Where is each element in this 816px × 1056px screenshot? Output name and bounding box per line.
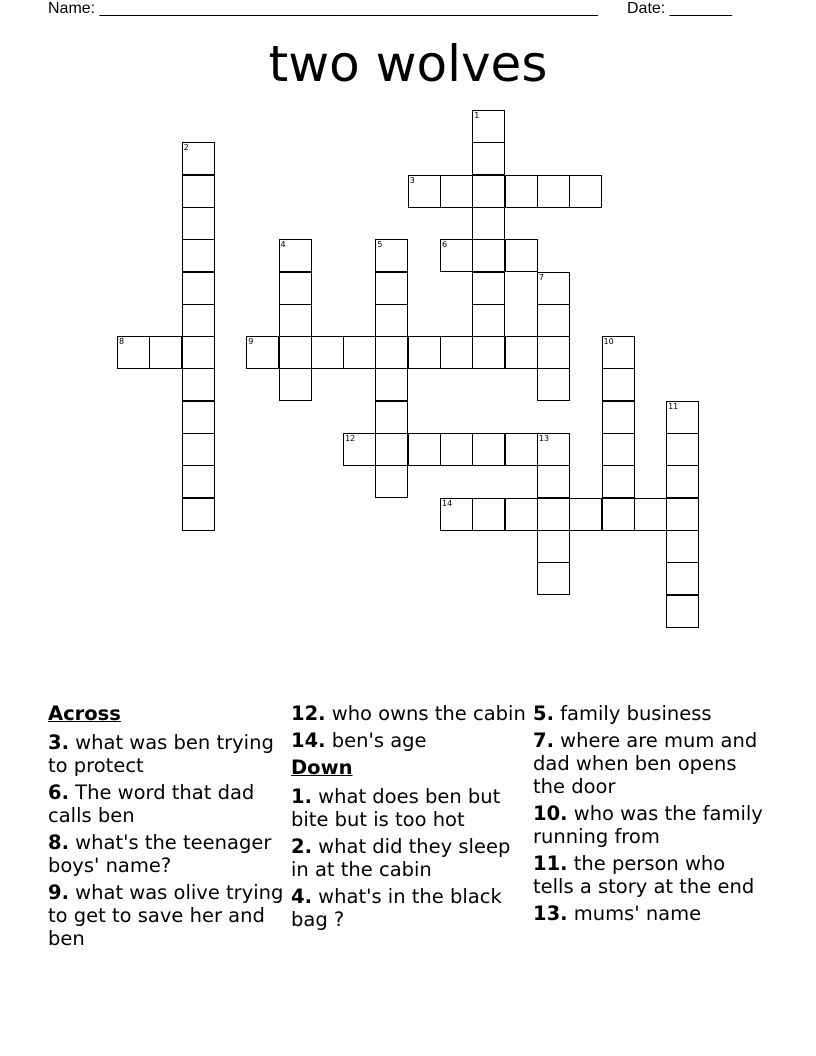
- grid-cell[interactable]: [182, 239, 215, 272]
- grid-cell[interactable]: [408, 175, 441, 208]
- clue-text: ben's age: [325, 729, 427, 752]
- grid-cell[interactable]: [375, 465, 408, 498]
- grid-cell[interactable]: [666, 433, 699, 466]
- grid-cell[interactable]: [602, 498, 635, 531]
- cell-number: 1: [474, 111, 480, 120]
- grid-cell[interactable]: [343, 433, 376, 466]
- grid-cell[interactable]: [440, 498, 473, 531]
- clue-column-1: [48, 702, 286, 954]
- grid-cell[interactable]: [602, 465, 635, 498]
- grid-cell[interactable]: [537, 498, 570, 531]
- clue-down-4: [291, 885, 529, 931]
- grid-cell[interactable]: [505, 433, 538, 466]
- grid-cell[interactable]: [182, 368, 215, 401]
- cell-number: 4: [280, 240, 286, 250]
- clue-text: who was the family running from: [533, 802, 763, 848]
- clue-text: what's the teenager boys' name?: [48, 831, 272, 877]
- name-field-label: Name: ________________________________________________________: [48, 0, 598, 17]
- clue-number: 12.: [291, 702, 326, 725]
- grid-cell[interactable]: [182, 336, 215, 369]
- grid-cell[interactable]: [505, 498, 538, 531]
- grid-cell[interactable]: [472, 433, 505, 466]
- grid-cell[interactable]: [182, 465, 215, 498]
- grid-cell[interactable]: [472, 207, 505, 240]
- clue-across-6: [48, 781, 286, 827]
- clue-number: 10.: [533, 802, 568, 825]
- grid-cell[interactable]: [505, 336, 538, 369]
- grid-cell[interactable]: [666, 530, 699, 563]
- cell-number: 12: [345, 434, 356, 443]
- clue-down-5: [533, 702, 771, 725]
- grid-cell[interactable]: [279, 272, 312, 305]
- grid-cell[interactable]: [602, 368, 635, 401]
- grid-cell[interactable]: [472, 336, 505, 369]
- grid-cell[interactable]: [537, 336, 570, 369]
- grid-cell[interactable]: [505, 239, 538, 272]
- grid-cell[interactable]: [440, 336, 473, 369]
- grid-cell[interactable]: [375, 304, 408, 337]
- clue-number: 14.: [291, 729, 326, 752]
- cell-number: 10: [603, 337, 614, 347]
- grid-cell[interactable]: [472, 272, 505, 305]
- across-heading: Across: [48, 702, 121, 725]
- puzzle-title: two wolves: [268, 35, 548, 93]
- grid-cell[interactable]: [440, 239, 473, 272]
- grid-cell[interactable]: [666, 401, 699, 434]
- grid-cell[interactable]: [666, 498, 699, 531]
- grid-cell[interactable]: [602, 336, 635, 369]
- grid-cell[interactable]: [505, 175, 538, 208]
- grid-cell[interactable]: [279, 304, 312, 337]
- grid-cell[interactable]: [440, 433, 473, 466]
- grid-cell[interactable]: [182, 207, 215, 240]
- grid-cell[interactable]: [472, 110, 505, 143]
- grid-cell[interactable]: [117, 336, 150, 369]
- clue-number: 13.: [533, 902, 568, 925]
- grid-cell[interactable]: [537, 368, 570, 401]
- grid-cell[interactable]: [182, 401, 215, 434]
- clue-text: what was olive trying to get to save her and ben: [48, 881, 284, 950]
- clue-down-10: [533, 802, 771, 848]
- clue-text: what does ben but bite but is too hot: [291, 785, 501, 831]
- clue-number: 7.: [533, 729, 554, 752]
- cell-number: 14: [442, 498, 453, 508]
- grid-cell[interactable]: [182, 433, 215, 466]
- clue-text: who owns the cabin: [325, 702, 526, 725]
- grid-cell[interactable]: [182, 498, 215, 531]
- clue-number: 9.: [48, 881, 69, 904]
- clue-down-2: [291, 835, 529, 881]
- date-field-label: Date: _______: [627, 0, 732, 17]
- grid-cell[interactable]: [537, 175, 570, 208]
- grid-cell[interactable]: [472, 175, 505, 208]
- clue-text: where are mum and dad when ben opens the door: [533, 729, 758, 798]
- grid-cell[interactable]: [343, 336, 376, 369]
- clue-across-8: [48, 831, 286, 877]
- grid-cell[interactable]: [537, 465, 570, 498]
- clue-across-14: [291, 729, 529, 752]
- grid-cell[interactable]: [602, 401, 635, 434]
- grid-cell[interactable]: [472, 239, 505, 272]
- grid-cell[interactable]: [472, 498, 505, 531]
- grid-cell[interactable]: [182, 175, 215, 208]
- clue-text: what's in the black bag ?: [291, 885, 502, 931]
- grid-cell[interactable]: [537, 304, 570, 337]
- clue-down-1: [291, 785, 529, 831]
- grid-cell[interactable]: [279, 336, 312, 369]
- grid-cell[interactable]: [182, 304, 215, 337]
- grid-cell[interactable]: [440, 175, 473, 208]
- clue-text: what was ben trying to protect: [48, 731, 274, 777]
- grid-cell[interactable]: [279, 239, 312, 272]
- clue-text: the person who tells a story at the end: [533, 852, 755, 898]
- grid-cell[interactable]: [375, 368, 408, 401]
- grid-cell[interactable]: [634, 498, 667, 531]
- grid-cell[interactable]: [182, 142, 215, 175]
- clue-number: 3.: [48, 731, 69, 754]
- grid-cell[interactable]: [375, 433, 408, 466]
- clue-number: 2.: [291, 835, 312, 858]
- cell-number: 2: [183, 143, 189, 153]
- cell-number: 13: [538, 434, 550, 443]
- clue-number: 6.: [48, 781, 69, 804]
- clue-down-11: [533, 852, 771, 898]
- grid-cell[interactable]: [666, 465, 699, 498]
- grid-cell[interactable]: [569, 175, 602, 208]
- grid-cell[interactable]: [537, 272, 570, 305]
- clue-text: mums' name: [567, 902, 702, 925]
- grid-cell[interactable]: [537, 562, 570, 595]
- grid-cell[interactable]: [149, 336, 182, 369]
- clue-number: 1.: [291, 785, 312, 808]
- grid-cell[interactable]: [666, 562, 699, 595]
- grid-cell[interactable]: [375, 401, 408, 434]
- clue-down-13: [533, 902, 771, 925]
- grid-cell[interactable]: [537, 433, 570, 466]
- clue-number: 11.: [533, 852, 568, 875]
- clue-text: family business: [553, 702, 712, 725]
- grid-cell[interactable]: [408, 336, 441, 369]
- cell-number: 7: [538, 272, 544, 282]
- clue-across-3: [48, 731, 286, 777]
- cell-number: 8: [119, 337, 125, 347]
- clue-text: what did they sleep in at the cabin: [291, 835, 511, 881]
- grid-cell[interactable]: [375, 272, 408, 305]
- clue-down-7: [533, 729, 771, 798]
- cell-number: 6: [442, 240, 448, 250]
- grid-cell[interactable]: [537, 530, 570, 563]
- clue-column-3: [533, 702, 771, 929]
- grid-cell[interactable]: [246, 336, 279, 369]
- grid-cell[interactable]: [602, 433, 635, 466]
- grid-cell[interactable]: [666, 595, 699, 628]
- grid-cell[interactable]: [182, 272, 215, 305]
- clue-column-2: [291, 702, 529, 935]
- clue-across-9: [48, 881, 286, 950]
- cell-number: 11: [668, 401, 679, 411]
- grid-cell[interactable]: [375, 239, 408, 272]
- clue-number: 8.: [48, 831, 69, 854]
- grid-cell[interactable]: [311, 336, 344, 369]
- cell-number: 5: [377, 240, 383, 250]
- cell-number: 9: [248, 337, 254, 347]
- grid-cell[interactable]: [375, 336, 408, 369]
- grid-cell[interactable]: [408, 433, 441, 466]
- grid-cell[interactable]: [472, 142, 505, 175]
- clue-text: The word that dad calls ben: [48, 781, 255, 827]
- clue-number: 4.: [291, 885, 312, 908]
- clue-number: 5.: [533, 702, 554, 725]
- cell-number: 3: [409, 175, 415, 185]
- grid-cell[interactable]: [569, 498, 602, 531]
- clue-across-12: [291, 702, 529, 725]
- grid-cell[interactable]: [279, 368, 312, 401]
- down-heading: Down: [291, 756, 353, 779]
- grid-cell[interactable]: [472, 304, 505, 337]
